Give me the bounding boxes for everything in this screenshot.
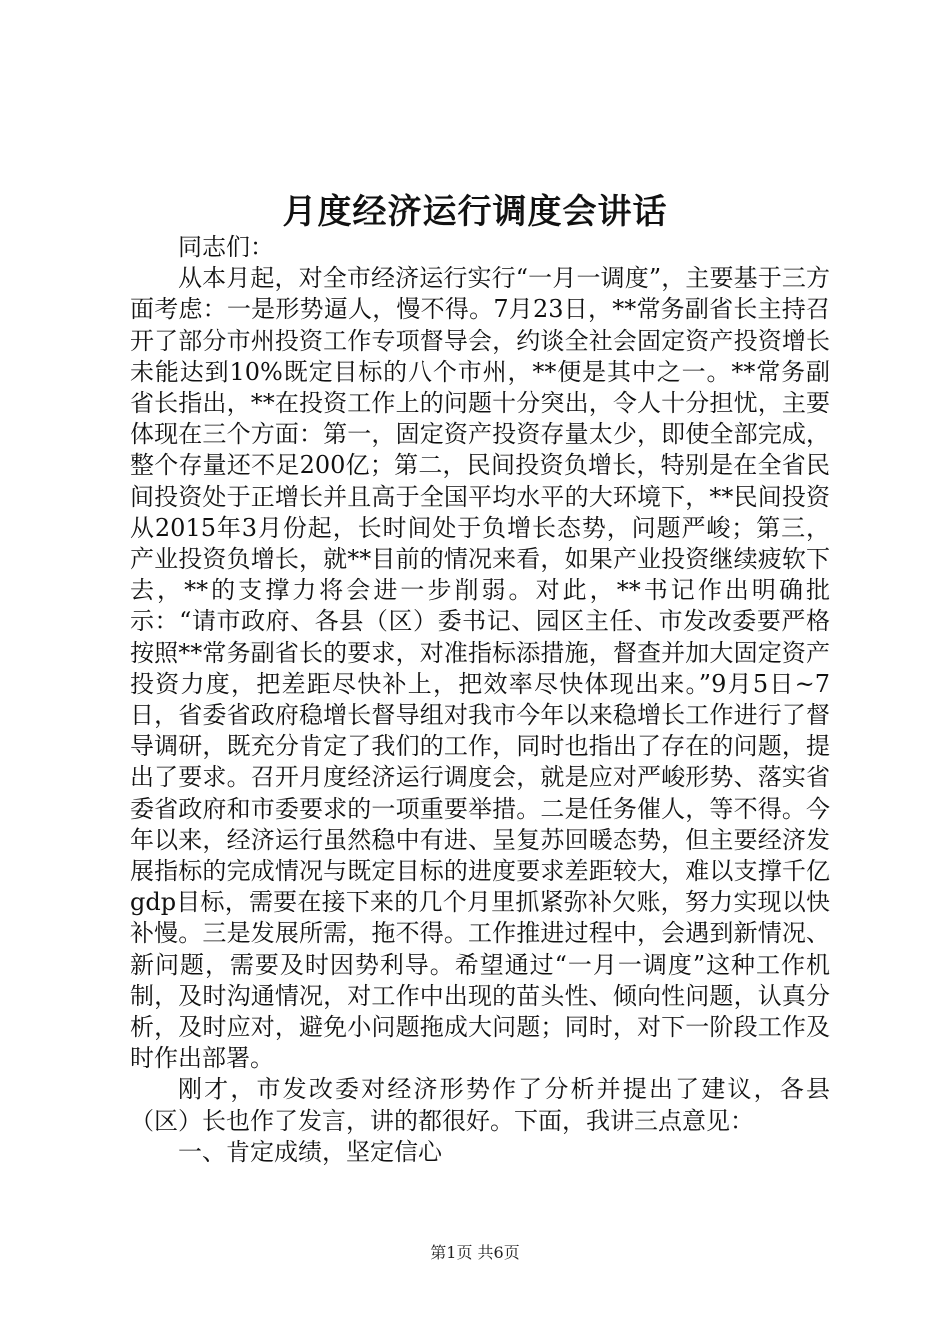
document-title: 月度经济运行调度会讲话 bbox=[282, 192, 668, 232]
page-footer: 第1页 共6页 bbox=[430, 1243, 520, 1262]
salutation: 同志们： bbox=[178, 233, 274, 261]
section-heading: 一、肯定成绩，坚定信心 bbox=[178, 1137, 442, 1166]
paragraph-2: 刚才，市发改委对经济形势作了分析并提出了建议，各县（区）长也作了发言，讲的都很好。下面，我讲三点意见： bbox=[130, 1075, 830, 1135]
paragraph-1: 从本月起，对全市经济运行实行“一月一调度”，主要基于三方面考虑：一是形势逼人，慢不得。7月23日，**常务副省长主持召开了部分市州投资工作专项督导会，约谈全社会固定资产投资增长未能达到10%既定目标的八个市州，**便是其中之一。**常务副省长指出，**在投资工作上的问题十分突出，令人十分担忧，主要体现在三个方面：第一，固定资产投资存量太少，即使全部完成，整个存量还不足200亿；第二，民间投资负增长，特别是在全省民间投资处于正增长并且高于全国平均水平的大环境下，**民间投资从2015年3月份起，长时间处于负增长态势，问题严峻；第三，产业投资负增长，就**目前的情况来看，如果产业投资继续疲软下去，**的支撑力将会进一步削弱。对此，**书记作出明确批示：“请市政府、各县（区）委书记、园区主任、市发改委要严格按照**常务副省长的要求，对准指标添措施，督查并加大固定资产投资力度，把差距尽快补上，把效率尽快体现出来。”9月5日~7日，省委省政府稳增长督导组对我市今年以来稳增长工作进行了督导调研，既充分肯定了我们的工作，同时也指出了存在的问题，提出了要求。召开月度经济运行调度会，就是应对严峻形势、落实省委省政府和市委要求的一项重要举措。二是任务催人，等不得。今年以来，经济运行虽然稳中有进、呈复苏回暖态势，但主要经济发展指标的完成情况与既定目标的进度要求差距较大，难以支撑千亿gdp目标，需要在接下来的几个月里抓紧弥补欠账，努力实现以快补慢。三是发展所需，拖不得。工作推进过程中，会遇到新情况、新问题，需要及时因势利导。希望通过“一月一调度”这种工作机制，及时沟通情况，对工作中出现的苗头性、倾向性问题，认真分析，及时应对，避免小问题拖成大问题；同时，对下一阶段工作及时作出部署。 bbox=[130, 264, 830, 1073]
document-body bbox=[130, 232, 830, 1168]
